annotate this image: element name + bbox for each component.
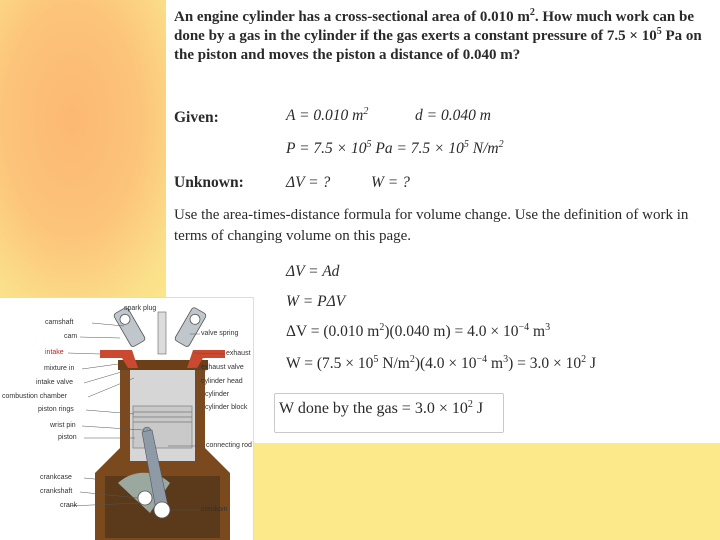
label-piston-rings: piston rings — [38, 406, 74, 413]
label-cylinder: cylinder — [205, 391, 230, 398]
spark-plug-shape — [158, 312, 166, 354]
unknown-dv: ΔV = ? — [286, 174, 331, 191]
label-connecting-rod: connecting rod — [206, 442, 252, 449]
strategy-text: Use the area-times-distance formula for volume change. Use the definition of work in terms of changing volume on this page. — [174, 207, 689, 244]
equation-work-formula: W = PΔV — [286, 293, 346, 310]
crankshaft-shape — [138, 491, 152, 505]
unknown-w: W = ? — [371, 174, 410, 191]
given-pressure: $P = 7.5 \times 10^5$ $Pa = 7.5 \times 10^5$ $N/m^2$ — [286, 139, 504, 157]
background-glow — [0, 0, 180, 300]
engine-diagram — [0, 297, 254, 540]
label-piston: piston — [58, 434, 77, 441]
label-crank: crank — [60, 502, 78, 509]
exhaust-cam — [174, 307, 207, 348]
crankpin-shape — [154, 502, 170, 518]
given-area: A = 0.010 $m^2$ — [286, 106, 369, 124]
label-cylinder-head: cylinder head — [201, 378, 243, 385]
answer-box: W done by the gas = $3.0 \times 10^2$ J — [274, 393, 504, 433]
label-spark-plug: spark plug — [124, 305, 157, 312]
equation-work-calc: $W = (7.5 \times 10^5$ $N/m^2)(4.0 \times 10^{-4}$ $m^3) = 3.0 \times 10^2$ J — [286, 354, 597, 372]
label-combustion-chamber: combustion chamber — [2, 393, 67, 400]
label-exhaust-valve: exhaust valve — [201, 364, 244, 371]
intake-cam — [113, 307, 146, 348]
label-camshaft: camshaft — [45, 319, 74, 326]
label-mixture-in: mixture in — [44, 365, 75, 372]
label-crankcase: crankcase — [40, 474, 72, 481]
equation-volume-formula: ΔV = Ad — [286, 263, 340, 280]
label-wrist-pin: wrist pin — [50, 422, 76, 429]
unknown-label: Unknown: — [174, 174, 244, 191]
label-exhaust: exhaust — [226, 350, 251, 357]
given-label: Given: — [174, 109, 219, 126]
label-crankpin: crankpin — [201, 506, 228, 513]
label-cam: cam — [64, 333, 78, 340]
equation-volume-calc: ΔV = (0.010 $m^2)(0.040$ $m) = 4.0 \times 10^{-4}$ $m^3$ — [286, 322, 551, 340]
label-crankshaft: crankshaft — [40, 488, 73, 495]
label-intake-valve: intake valve — [36, 379, 73, 386]
label-cylinder-block: cylinder block — [205, 404, 248, 411]
label-intake: intake — [45, 349, 64, 356]
label-valve-spring: valve spring — [201, 330, 239, 337]
problem-statement: An engine cylinder has a cross-sectional area of 0.010 $m^2$. How much work can be done by a gas in the cylinder if the gas exerts a constant pressure of $7.5 \times 10^5$ Pa on the piston and moves the piston a distance of 0.040 m? — [174, 7, 702, 63]
given-distance: d = 0.040 m — [415, 107, 491, 124]
